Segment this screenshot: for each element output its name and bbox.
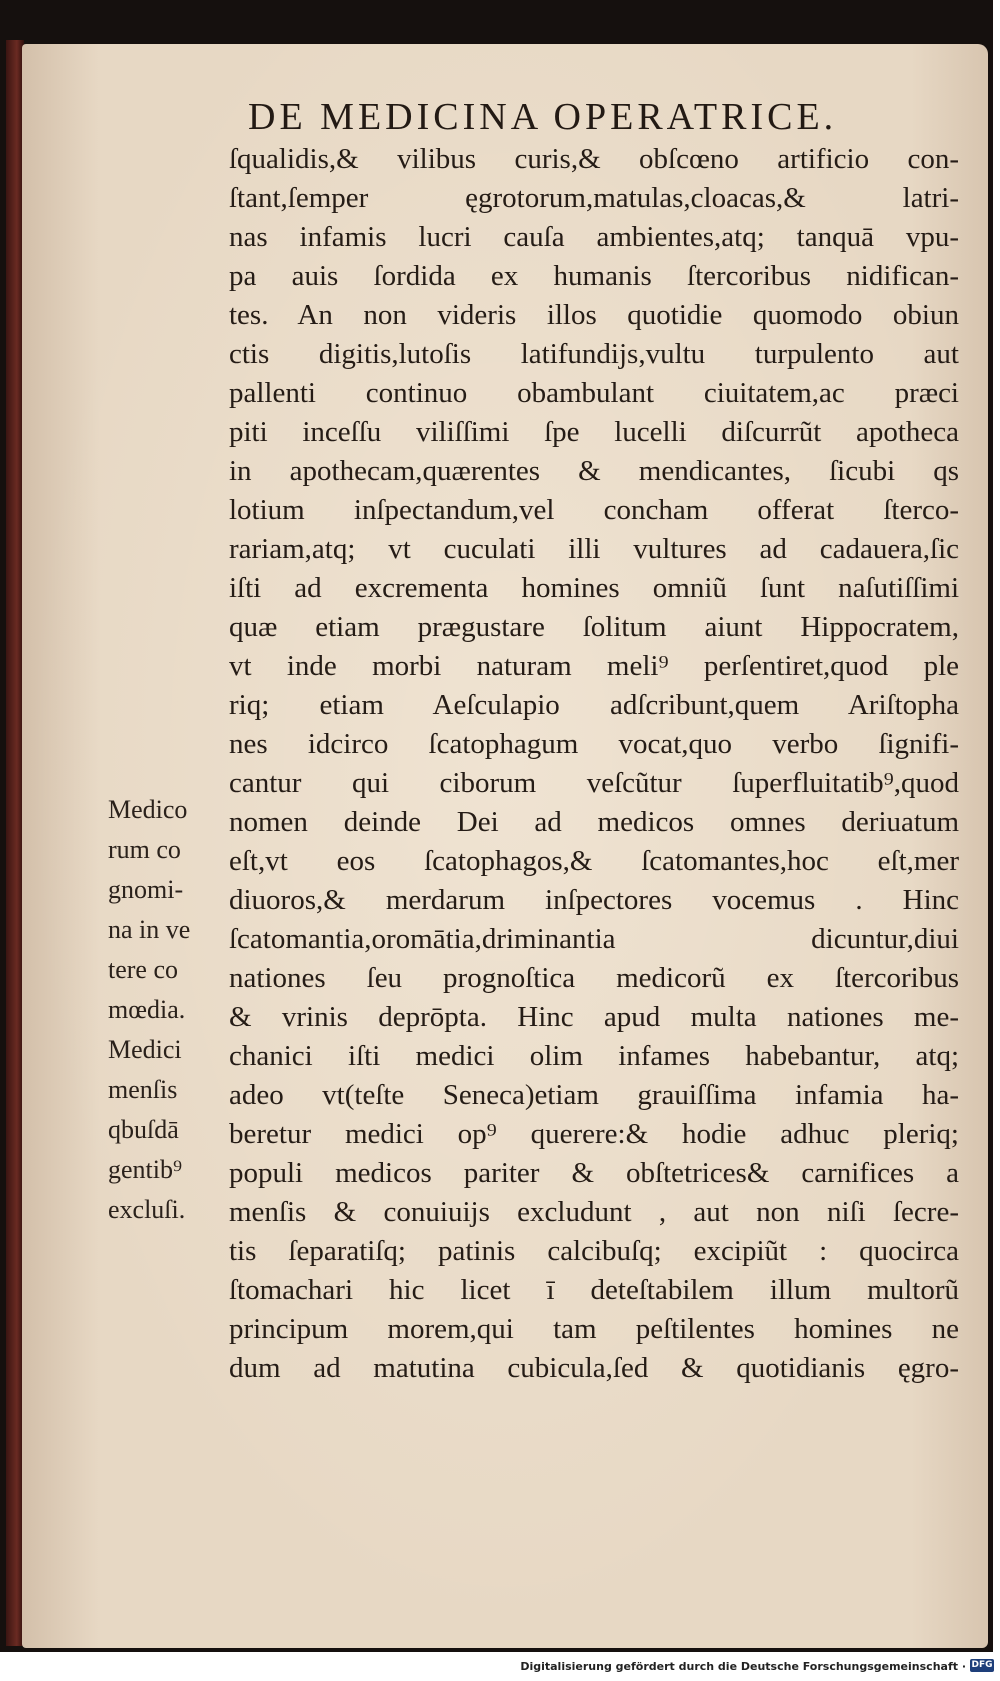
text-line: iſti ad excrementa homines omniũ ſunt naſutiſſimi <box>229 572 959 604</box>
marginal-note-line: na in ve <box>108 915 191 944</box>
text-line: chanici iſti medici olim infames habebantur, atq; <box>229 1040 959 1072</box>
funding-credit: Digitalisierung gefördert durch die Deutsche Forschungsgemeinschaft · <box>520 1660 966 1673</box>
footer-bar <box>0 1652 1000 1681</box>
body-text-block <box>229 140 959 1388</box>
text-line: cantur qui ciborum veſcũtur ſuperfluitatib⁹,quod <box>229 767 959 799</box>
text-line: ſcatomantia,oromātia,driminantia dicuntur,diui <box>229 923 959 955</box>
text-line: piti inceſſu viliſſimi ſpe lucelli diſcurrũt apotheca <box>229 416 959 448</box>
text-line: pa auis ſordida ex humanis ſtercoribus nidifican- <box>229 260 959 292</box>
marginal-note-line: gnomi- <box>108 875 184 904</box>
marginal-note-line: Medici <box>108 1035 182 1064</box>
text-line: dum ad matutina cubicula,ſed & quotidianis ęgro- <box>229 1352 959 1384</box>
text-line: ſtomachari hic licet ī deteſtabilem illum multorũ <box>229 1274 959 1306</box>
marginal-note-line: tere co <box>108 955 179 984</box>
text-line: beretur medici op⁹ querere:& hodie adhuc pleriq; <box>229 1118 959 1150</box>
text-line: in apothecam,quærentes & mendicantes, ſicubi qs <box>229 455 959 487</box>
dfg-logo-icon: DFG <box>971 1660 993 1670</box>
text-line: ſqualidis,& vilibus curis,& obſcœno artificio con- <box>229 143 959 175</box>
marginal-note-line: rum co <box>108 835 181 864</box>
text-line: ſtant,ſemper ęgrotorum,matulas,cloacas,& latri- <box>229 182 959 214</box>
text-line: nes idcirco ſcatophagum vocat,quo verbo ſignifi- <box>229 728 959 760</box>
text-line: vt inde morbi naturam meli⁹ perſentiret,quod ple <box>229 650 959 682</box>
running-title: DE MEDICINA OPERATRICE. <box>248 96 838 138</box>
marginal-note <box>108 790 226 1230</box>
text-line: & vrinis deprōpta. Hinc apud multa nationes me- <box>229 1001 959 1033</box>
text-line: ctis digitis,lutoſis latifundijs,vultu turpulento aut <box>229 338 959 370</box>
marginal-note-line: qbuſdā <box>108 1115 179 1144</box>
marginal-note-line: Medico <box>108 795 188 824</box>
text-line: riq; etiam Aeſculapio adſcribunt,quem Ariſtopha <box>229 689 959 721</box>
text-line: diuoros,& merdarum inſpectores vocemus . Hinc <box>229 884 959 916</box>
text-line: quæ etiam prægustare ſolitum aiunt Hippocratem, <box>229 611 959 643</box>
text-line: tis ſeparatiſq; patinis calcibuſq; excipiũt : quocirca <box>229 1235 959 1267</box>
marginal-note-line: excluſi. <box>108 1195 186 1224</box>
text-line: eſt,vt eos ſcatophagos,& ſcatomantes,hoc eſt,mer <box>229 845 959 877</box>
marginal-note-line: menſis <box>108 1075 178 1104</box>
text-line: populi medicos pariter & obſtetrices& carnifices a <box>229 1157 959 1189</box>
text-line: principum morem,qui tam peſtilentes homines ne <box>229 1313 959 1345</box>
text-line: rariam,atq; vt cuculati illi vultures ad cadauera,ſic <box>229 533 959 565</box>
text-line: lotium inſpectandum,vel concham offerat ſterco- <box>229 494 959 526</box>
marginal-note-line: gentib⁹ <box>108 1155 183 1184</box>
text-line: pallenti continuo obambulant ciuitatem,ac præci <box>229 377 959 409</box>
marginal-note-line: mœdia. <box>108 995 186 1024</box>
text-line: nomen deinde Dei ad medicos omnes deriuatum <box>229 806 959 838</box>
text-line: adeo vt(teſte Seneca)etiam grauiſſima infamia ha- <box>229 1079 959 1111</box>
text-line: tes. An non videris illos quotidie quomodo obiun <box>229 299 959 331</box>
text-line: menſis & conuiuijs excludunt , aut non niſi ſecre- <box>229 1196 959 1228</box>
text-line: nas infamis lucri cauſa ambientes,atq; tanquā vpu- <box>229 221 959 253</box>
text-line: nationes ſeu prognoſtica medicorũ ex ſtercoribus <box>229 962 959 994</box>
